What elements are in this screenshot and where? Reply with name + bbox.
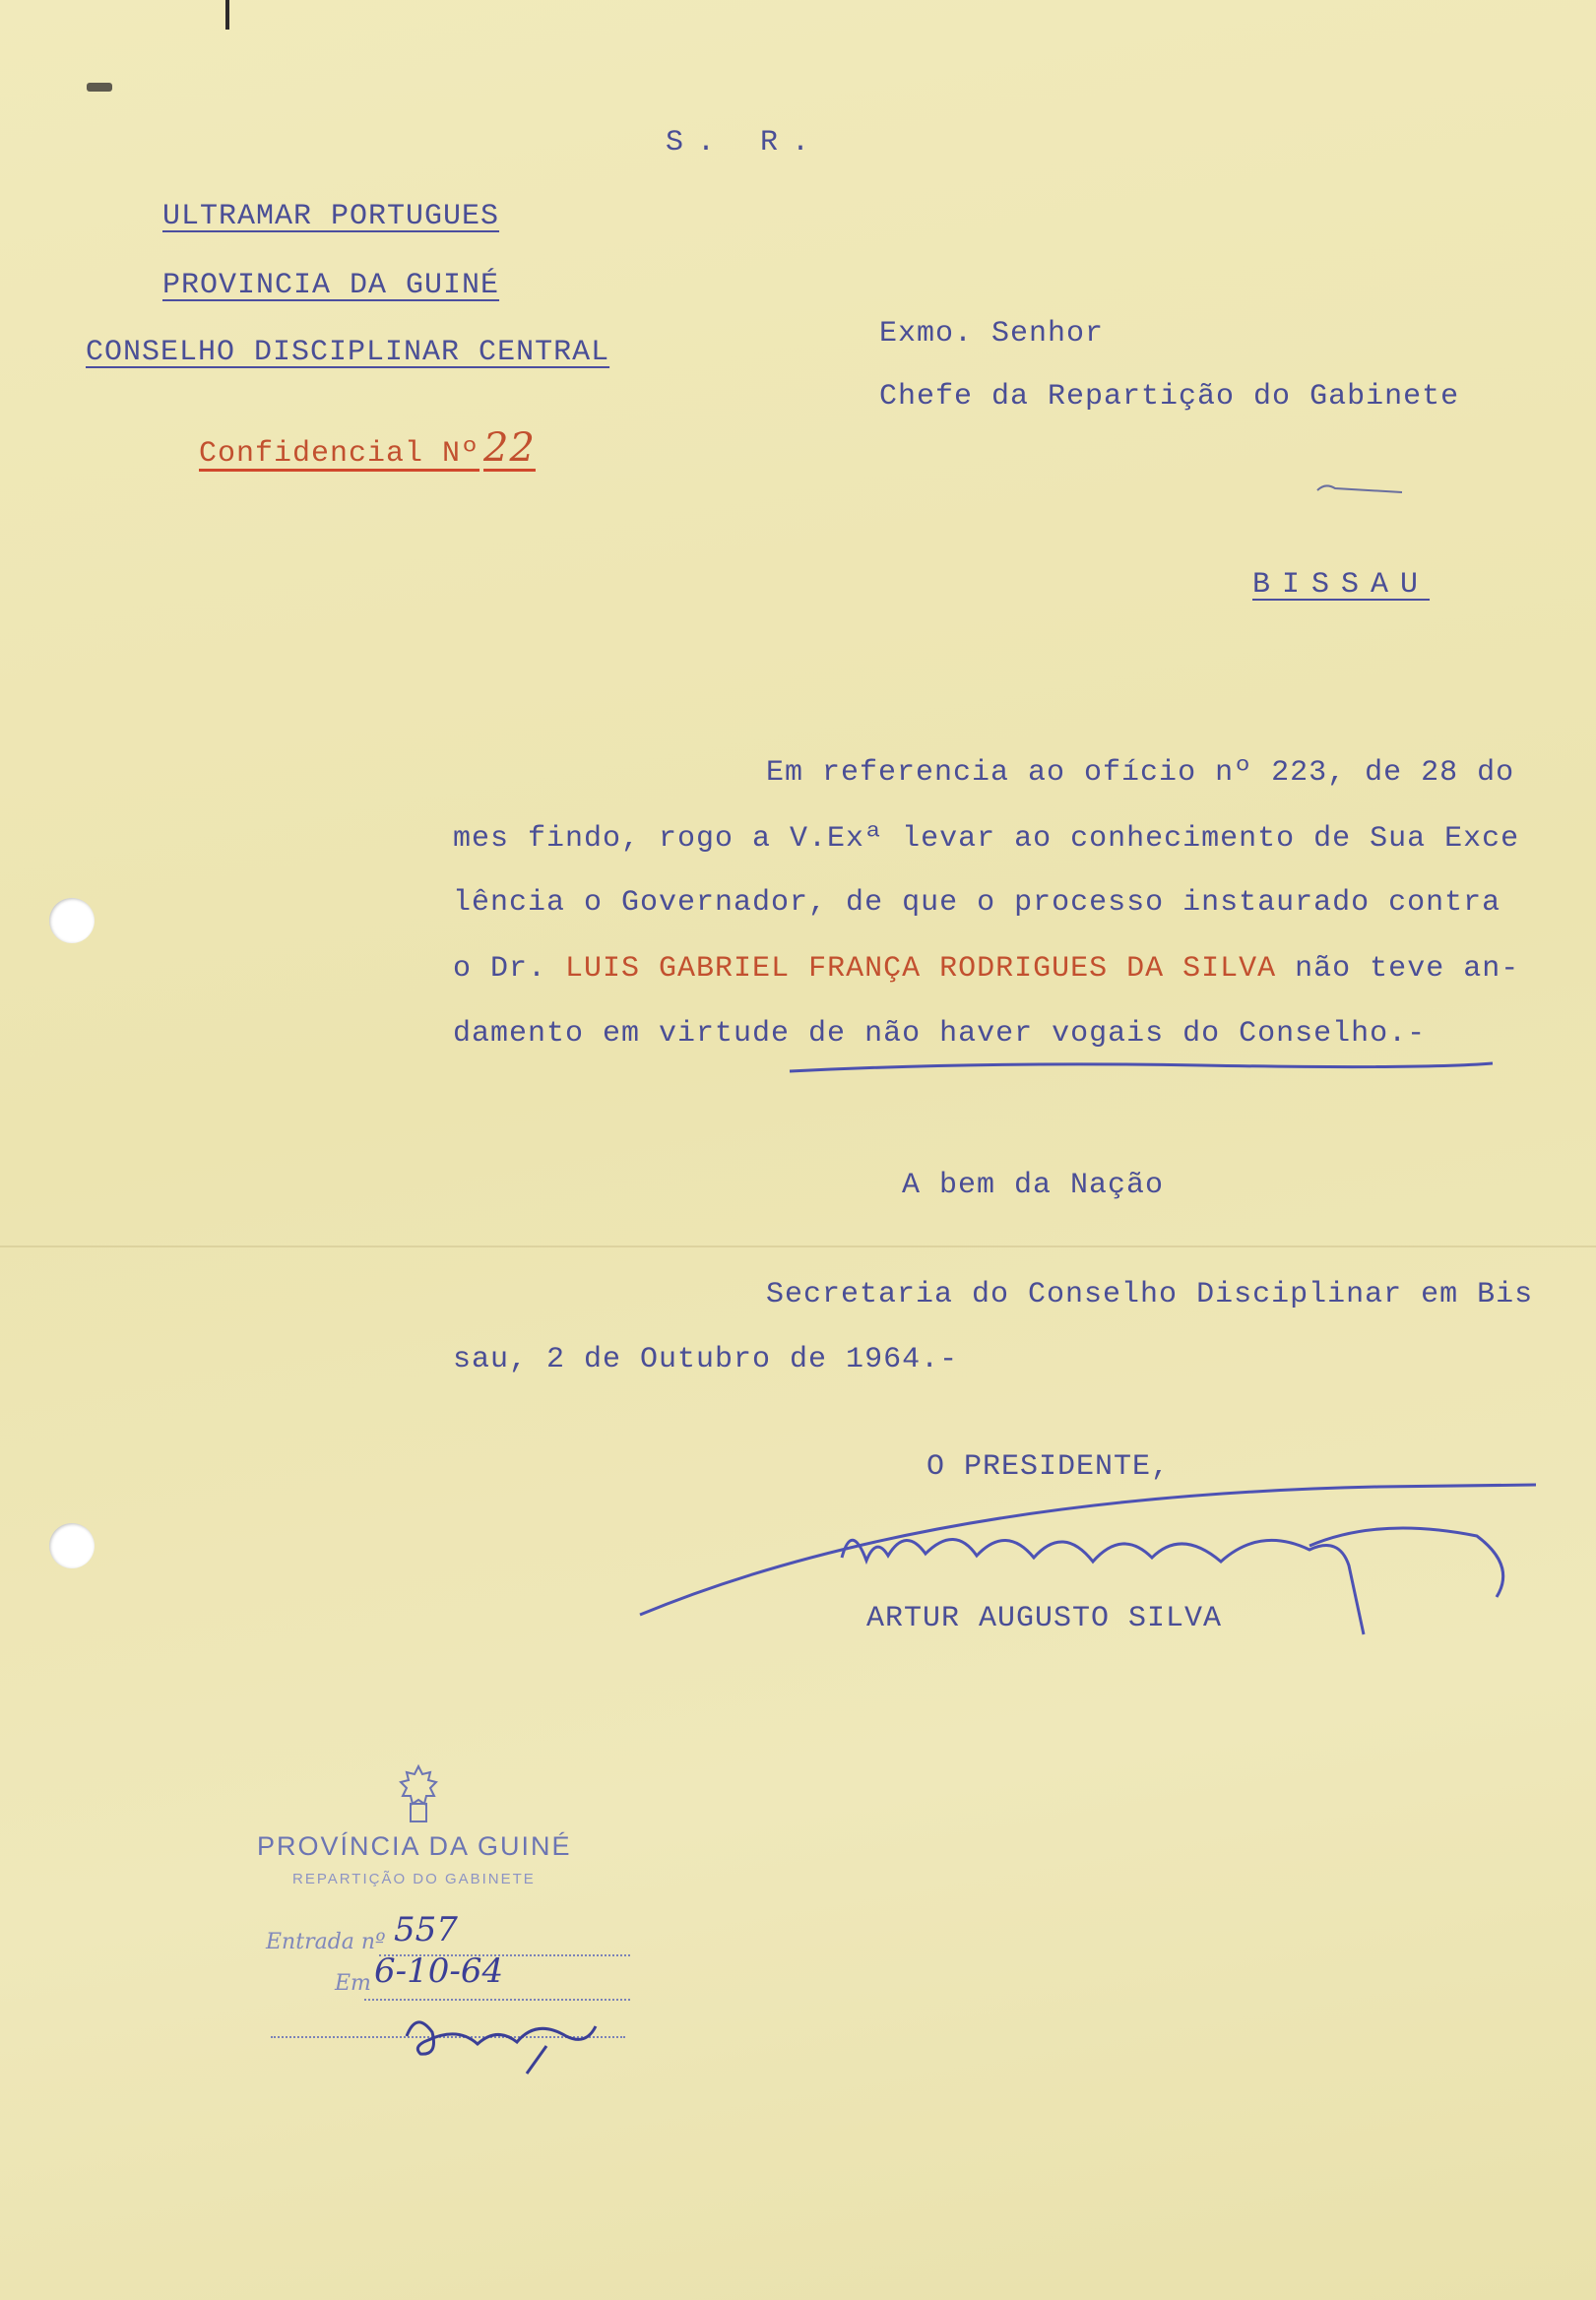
stamp-province: PROVÍNCIA DA GUINÉ bbox=[257, 1831, 572, 1861]
stamp-date-label: Em bbox=[335, 1971, 371, 1996]
coat-of-arms-icon bbox=[389, 1762, 448, 1825]
org-line-provincia: PROVINCIA DA GUINÉ bbox=[162, 269, 500, 302]
body-line-4-suffix: não teve an- bbox=[1295, 952, 1520, 986]
motto: A bem da Nação bbox=[902, 1169, 1165, 1202]
confidential-number: 22 bbox=[483, 425, 536, 471]
stamp-entry-number: 557 bbox=[394, 1910, 458, 1949]
place-line-2: sau, 2 de Outubro de 1964.- bbox=[453, 1343, 959, 1376]
org-line-ultramar: ULTRAMAR PORTUGUES bbox=[162, 200, 500, 233]
signature bbox=[630, 1467, 1536, 1674]
punch-hole-upper bbox=[49, 898, 95, 943]
org-line-conselho: CONSELHO DISCIPLINAR CENTRAL bbox=[86, 336, 610, 369]
signatory-name: ARTUR AUGUSTO SILVA bbox=[866, 1602, 1223, 1635]
paper-fold bbox=[0, 1246, 1596, 1247]
president-role: O PRESIDENTE, bbox=[926, 1450, 1171, 1484]
body-line-2: mes findo, rogo a V.Exª levar ao conhecimento de Sua Exce bbox=[453, 822, 1520, 856]
security-mark: S. R. bbox=[666, 126, 824, 160]
punch-hole-lower bbox=[49, 1523, 95, 1568]
dash-mark bbox=[1315, 480, 1404, 500]
addressee-title: Chefe da Repartição do Gabinete bbox=[879, 380, 1460, 414]
stamp-entry-label: Entrada nº bbox=[266, 1930, 386, 1954]
body-line-1: Em referencia ao ofício nº 223, de 28 do bbox=[766, 756, 1515, 790]
place-line-1: Secretaria do Conselho Disciplinar em Bis bbox=[766, 1278, 1534, 1311]
addressee-city: BISSAU bbox=[1252, 568, 1431, 602]
hand-underline bbox=[788, 1055, 1497, 1081]
stamp-date-value: 6-10-64 bbox=[374, 1951, 504, 1991]
addressee-salutation: Exmo. Senhor bbox=[879, 317, 1105, 351]
body-line-4-prefix: o Dr. bbox=[453, 952, 547, 986]
ink-mark-top bbox=[225, 0, 229, 30]
body-line-4 bbox=[453, 952, 1519, 986]
body-line-3: lência o Governador, de que o processo instaurado contra bbox=[453, 886, 1501, 920]
stamp-department: REPARTIÇÃO DO GABINETE bbox=[292, 1871, 536, 1887]
confidential-label: Confidencial Nº bbox=[199, 437, 480, 471]
ink-mark-corner bbox=[87, 83, 112, 92]
confidential-reference bbox=[199, 425, 536, 471]
stamp-initials bbox=[399, 1997, 606, 2076]
accused-name: LUIS GABRIEL FRANÇA RODRIGUES DA SILVA bbox=[565, 952, 1277, 986]
reception-stamp bbox=[251, 1762, 645, 2077]
body-line-5: damento em virtude de não haver vogais do Conselho.- bbox=[453, 1017, 1427, 1051]
